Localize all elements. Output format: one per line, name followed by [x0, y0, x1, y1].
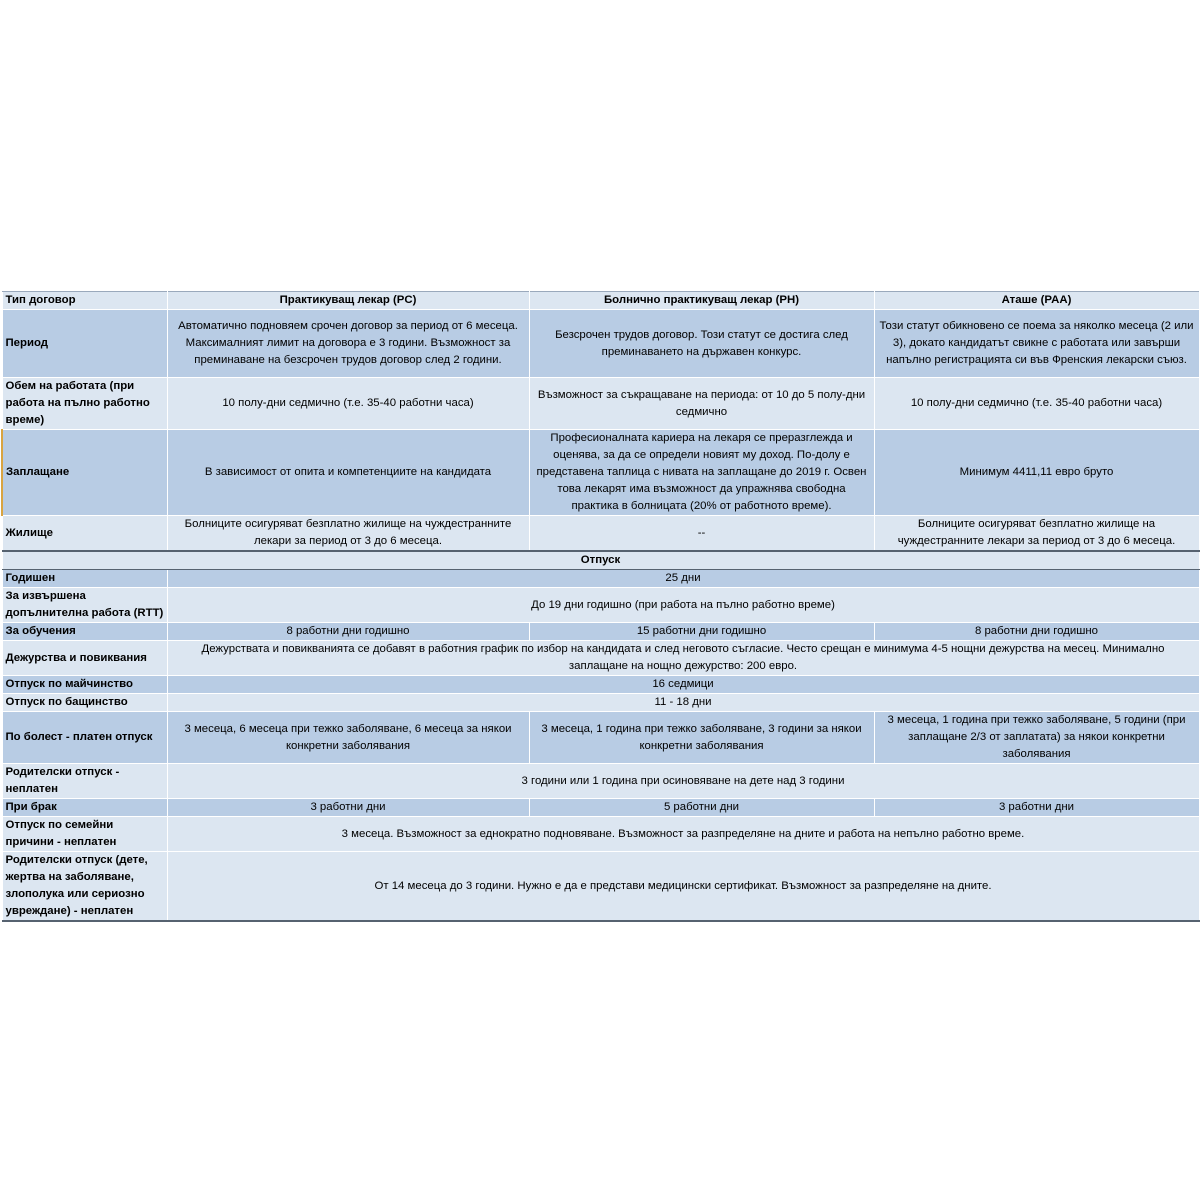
- cell-all: 3 месеца. Възможност за еднократно подновяване. Възможност за разпределяне на дните и работа на непълно работно време.: [167, 817, 1199, 852]
- cell-ph: --: [529, 516, 874, 552]
- row-annual-leave: [2, 570, 1199, 588]
- row-housing: [2, 516, 1199, 552]
- cell-all: 11 - 18 дни: [167, 694, 1199, 712]
- row-label: По болест - платен отпуск: [2, 712, 167, 764]
- row-label: Дежурства и повиквания: [2, 641, 167, 676]
- cell-ph: 3 месеца, 1 година при тежко заболяване, 3 години за някои конкретни заболявания: [529, 712, 874, 764]
- row-label: Родителски отпуск - неплатен: [2, 764, 167, 799]
- cell-paa: 10 полу-дни седмично (т.е. 35-40 работни часа): [874, 378, 1199, 430]
- cell-ph: Професионалната кариера на лекаря се преразглежда и оценява, за да се определи новият му доход. По-долу е представена таплица с нивата на заплащане до 2019 г. Освен това лекарят има възможност да упражнява свободна практика в болницата (20% от работното време).: [529, 430, 874, 516]
- cell-pc: 8 работни дни годишно: [167, 623, 529, 641]
- row-maternity: [2, 676, 1199, 694]
- row-label: Жилище: [2, 516, 167, 552]
- header-ph: Болнично практикуващ лекар (PH): [529, 292, 874, 310]
- cell-ph: 5 работни дни: [529, 799, 874, 817]
- cell-ph: Безсрочен трудов договор. Този статут се достига след преминаването на държавен конкурс.: [529, 310, 874, 378]
- cell-all: 3 години или 1 година при осиновяване на дете над 3 години: [167, 764, 1199, 799]
- row-rtt: [2, 588, 1199, 623]
- cell-paa: Минимум 4411,11 евро бруто: [874, 430, 1199, 516]
- cell-paa: Болниците осигуряват безплатно жилище на чуждестранните лекари за период от 3 до 6 месеца.: [874, 516, 1199, 552]
- row-label: Период: [2, 310, 167, 378]
- row-parental-leave: [2, 764, 1199, 799]
- row-label: Отпуск по семейни причини - неплатен: [2, 817, 167, 852]
- row-label: Отпуск по майчинство: [2, 676, 167, 694]
- cell-pc: 10 полу-дни седмично (т.е. 35-40 работни часа): [167, 378, 529, 430]
- row-label: Родителски отпуск (дете, жертва на заболяване, злополука или сериозно увреждане) - неплатен: [2, 852, 167, 922]
- section-row-leave: [2, 551, 1199, 570]
- row-paternity: [2, 694, 1199, 712]
- row-family-leave: [2, 817, 1199, 852]
- comparison-spreadsheet: [1, 291, 1198, 922]
- cell-all: 25 дни: [167, 570, 1199, 588]
- row-label: Заплащане: [2, 430, 167, 516]
- header-paa: Аташе (PAA): [874, 292, 1199, 310]
- row-workload: [2, 378, 1199, 430]
- cell-all: До 19 дни годишно (при работа на пълно работно време): [167, 588, 1199, 623]
- cell-all: Дежурствата и повикванията се добавят в работния график по избор на кандидата и след неговото съгласие. Често срещан е минимума 4-5 нощни дежурства на месец. Минимално заплащане на нощно дежурство: 200 евро.: [167, 641, 1199, 676]
- row-training: [2, 623, 1199, 641]
- row-label: Обем на работата (при работа на пълно работно време): [2, 378, 167, 430]
- section-title: Отпуск: [2, 551, 1199, 570]
- row-label: При брак: [2, 799, 167, 817]
- row-label: Годишен: [2, 570, 167, 588]
- cell-paa: 3 месеца, 1 година при тежко заболяване, 5 години (при заплащане 2/3 от заплатата) за някои конкретни заболявания: [874, 712, 1199, 764]
- cell-paa: 3 работни дни: [874, 799, 1199, 817]
- cell-pc: 3 месеца, 6 месеца при тежко заболяване, 6 месеца за някои конкретни заболявания: [167, 712, 529, 764]
- row-salary: [2, 430, 1199, 516]
- row-sick-leave: [2, 712, 1199, 764]
- cell-pc: Автоматично подновяем срочен договор за период от 6 месеца. Максималният лимит на договора е 3 години. Възможност за преминаване на безсрочен трудов договор след 2 години.: [167, 310, 529, 378]
- cell-pc: 3 работни дни: [167, 799, 529, 817]
- row-parental-leave-illness: [2, 852, 1199, 922]
- cell-pc: В зависимост от опита и компетенциите на кандидата: [167, 430, 529, 516]
- cell-ph: Възможност за съкращаване на периода: от 10 до 5 полу-дни седмично: [529, 378, 874, 430]
- row-period: [2, 310, 1199, 378]
- header-pc: Практикуващ лекар (PC): [167, 292, 529, 310]
- cell-all: 16 седмици: [167, 676, 1199, 694]
- row-marriage: [2, 799, 1199, 817]
- cell-ph: 15 работни дни годишно: [529, 623, 874, 641]
- header-contract-type: Тип договор: [2, 292, 167, 310]
- cell-all: От 14 месеца до 3 години. Нужно е да е представи медицински сертификат. Възможност за разпределяне на дните.: [167, 852, 1199, 922]
- row-duty-calls: [2, 641, 1199, 676]
- contract-comparison-table: [1, 291, 1200, 922]
- cell-pc: Болниците осигуряват безплатно жилище на чуждестранните лекари за период от 3 до 6 месеца.: [167, 516, 529, 552]
- cell-paa: Този статут обикновено се поема за няколко месеца (2 или 3), докато кандидатът свикне с работата или завърши напълно регистрацията си във Френския лекарски съюз.: [874, 310, 1199, 378]
- cell-paa: 8 работни дни годишно: [874, 623, 1199, 641]
- row-label: Отпуск по бащинство: [2, 694, 167, 712]
- row-label: За извършена допълнителна работа (RTT): [2, 588, 167, 623]
- header-row: [2, 292, 1199, 310]
- row-label: За обучения: [2, 623, 167, 641]
